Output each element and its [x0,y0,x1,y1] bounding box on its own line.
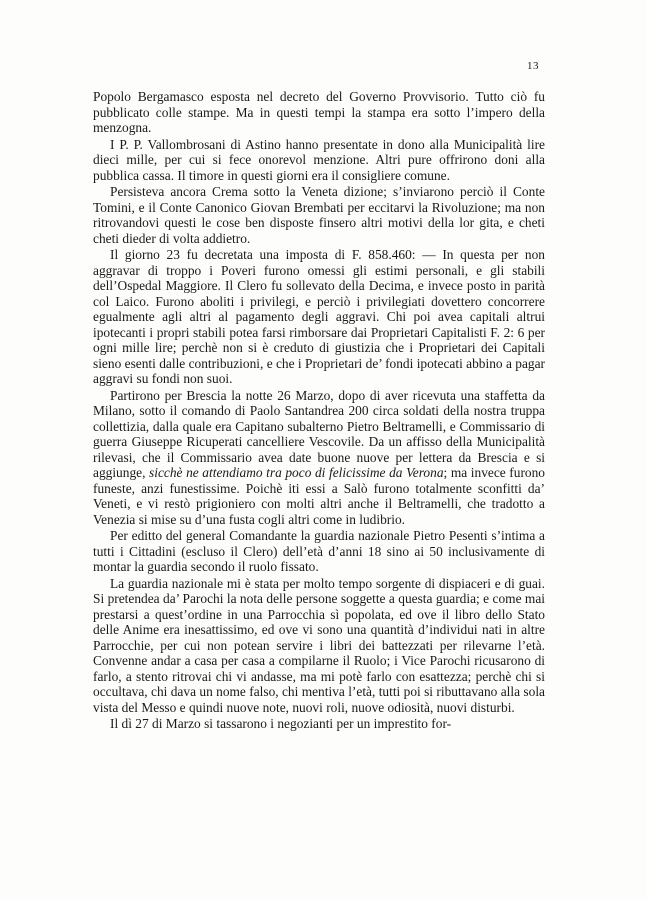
paragraph-1: Popolo Bergamasco esposta nel decreto del Governo Provvisorio. Tutto ciò fu pubblicato colle stampe. Ma in questi tempi la stampa era sotto l’impero della menzogna. [93,89,545,135]
paragraph-2: I P. P. Vallombrosani di Astino hanno presentate in dono alla Municipalità lire dieci mille, per cui si fece onorevol menzione. Altri pure offrirono doni alla pubblica cassa. Il timore in questi giorni era il consigliere comune. [93,136,545,183]
paragraph-8: Il dì 27 di Marzo si tassarono i negozianti per un imprestito for- [110,716,452,731]
paragraph-3: Persisteva ancora Crema sotto la Veneta dizione; s’inviarono perciò il Conte Tomini, e il Conte Canonico Giovan Brembati per eccitarvi la Rivoluzione; ma non ritrovandovi questi le cose ben disposte finsero altri motivi della lor gita, e cheti cheti dieder di volta addietro. [93,184,545,246]
paragraph-6: Per editto del general Comandante la guardia nazionale Pietro Pesenti s’intima a tutti i Cittadini (escluso il Clero) dell’età d’anni 18 sino ai 50 inclusivamente di montar la guardia secondo il ruolo fissato. [93,528,545,574]
paragraph-7: La guardia nazionale mi è stata per molto tempo sorgente di dispiaceri e di guai. Si pretendea da’ Parochi la nota delle persone soggette a questa guardia; e come mai prestarsi a quest’ordine in una Parrocchia sì popolata, ed ove il libro dello Stato delle Anime era inesattissimo, ed ove vi sono una quantità d’individui nati in altre Parrocchie, per cui non potean servire i libri dei battezzati per rilevarne l’età. Convenne andar a casa per casa a compilarne il Ruolo; i Vice Parochi ricusarono di farlo, a stento ritrovai chi vi andasse, ma mi potè farlo con esattezza; perchè chi si occultava, chi dava un nome falso, chi mentiva l’età, tutti poi si ributtavano alla sola vista del Messo e quindi nuove note, nuovi roli, nuove odiosità, nuovi disturbi. [93,575,545,715]
body-text [93,89,545,732]
page-number: 13 [527,60,539,72]
paragraph-5 [93,388,545,528]
paragraph-5-italic-quote: sicchè ne attendiamo tra poco di felicissime da Verona [149,465,444,480]
paragraph-4: Il giorno 23 fu decretata una imposta di F. 858.460: — In questa per non aggravar di troppo i Poveri furono omessi gli estimi personali, e gli stabili dell’Ospedal Maggiore. Il Clero fu sollevato della Decima, e invece posto in parità col Laico. Furono aboliti i privilegi, e perciò i privilegiati dovettero concorrere egualmente agli altri al pagamento degli aggravi. Chi poi avea capitali altrui ipotecanti i propri stabili potea farsi rimborsare dai Proprietari Capitalisti F. 2: 6 per ogni mille lire; perchè non si è creduto di giustizia che i Proprietari dei Capitali sieno esenti dalle contribuzioni, e che i Proprietari de’ fondi ipotecati abbino a pagar aggravi su fondi non suoi. [93,247,545,386]
paragraph-5-text-before: Partirono per Brescia la notte 26 Marzo, dopo di aver ricevuta una staffetta da Milano, sotto il comando di Paolo Santandrea 200 circa soldati della nostra truppa collettizia, dalla quale era Capitano subalterno Pietro Beltramelli, e Commissario di guerra Giuseppe Ricuperati cancelliere Vescovile. Da un affisso della Municipalità rilevasi, che il Commissario avea date buone nuove per lettera da Brescia e si aggiunge, [93,387,545,480]
paragraph-5-text-after: ; ma invece furono funeste, anzi funestissime. Poichè iti essi a Salò furono totalmente sconfitti da’ Veneti, e vi restò prigioniero con molti altri anche il Beltramelli, che tradotto a Venezia si mise su d’una fusta cogli altri come in ludibrio. [93,465,546,527]
